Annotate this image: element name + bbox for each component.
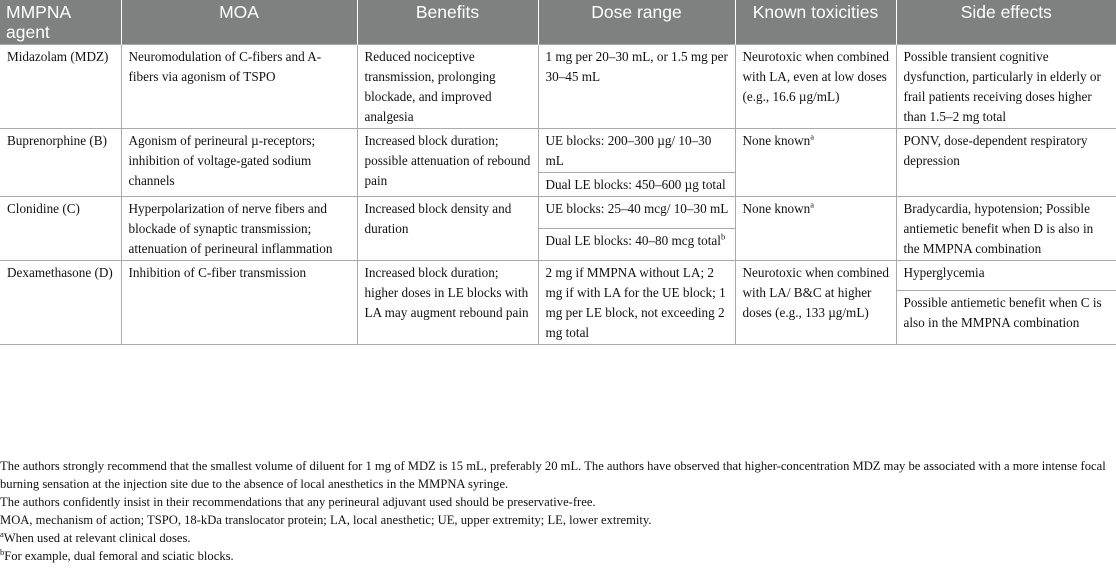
cell-dose-le <box>538 229 735 261</box>
cell-moa: Neuromodulation of C-fibers and A-fibers via agonism of TSPO <box>121 45 357 129</box>
cell-dose-ue: UE blocks: 25–40 mcg/ 10–30 mL <box>538 197 735 229</box>
cell-benefits: Reduced nociceptive transmission, prolonging blockade, and improved analgesia <box>357 45 538 129</box>
header-moa: MOA <box>121 0 357 45</box>
cell-dose-ue: UE blocks: 200–300 µg/ 10–30 mL <box>538 129 735 173</box>
note-preservative: The authors confidently insist in their recommendations that any perineural adjuvant used should be preservative-free. <box>0 495 596 509</box>
toxicity-text: None known <box>742 201 811 216</box>
footnote-b <box>0 547 1116 565</box>
footnote-b-text: For example, dual femoral and sciatic blocks. <box>4 549 234 563</box>
cell-benefits: Increased block duration; possible attenuation of rebound pain <box>357 129 538 197</box>
cell-moa: Hyperpolarization of nerve fibers and blockade of synaptic transmission; attenuation of perineural inflammation <box>121 197 357 261</box>
footnote-a-label: a <box>0 528 4 539</box>
footnote-a <box>0 529 1116 547</box>
footnote-b-marker: b <box>720 231 726 242</box>
cell-side-effects: PONV, dose-dependent respiratory depression <box>896 129 1116 197</box>
table-footnotes <box>0 457 1116 565</box>
table-row-dexamethasone <box>0 261 1116 291</box>
header-agent: MMPNA agent <box>0 0 121 45</box>
footnote-b-label: b <box>0 546 5 557</box>
header-dose-range: Dose range <box>538 0 735 45</box>
cell-toxicity: Neurotoxic when combined with LA/ B&C at higher doses (e.g., 133 µg/mL) <box>735 261 896 345</box>
cell-dose-le: Dual LE blocks: 450–600 µg total <box>538 173 735 197</box>
table-row-clonidine <box>0 197 1116 229</box>
table-row-midazolam <box>0 45 1116 129</box>
dose-le-text: Dual LE blocks: 40–80 mcg total <box>545 233 721 248</box>
cell-agent: Buprenorphine (B) <box>0 129 121 197</box>
cell-benefits: Increased block density and duration <box>357 197 538 261</box>
note-abbreviations: MOA, mechanism of action; TSPO, 18-kDa translocator protein; LA, local anesthetic; UE, upper extremity; LE, lower extremity. <box>0 513 652 527</box>
cell-agent: Clonidine (C) <box>0 197 121 261</box>
cell-toxicity <box>735 129 896 197</box>
cell-side-effects: Possible transient cognitive dysfunction, particularly in elderly or frail patients receiving doses higher than 1.5–2 mg total <box>896 45 1116 129</box>
cell-side-effects: Bradycardia, hypotension; Possible antiemetic benefit when D is also in the MMPNA combination <box>896 197 1116 261</box>
cell-side-effect-2: Possible antiemetic benefit when C is also in the MMPNA combination <box>896 290 1116 344</box>
cell-moa: Agonism of perineural µ-receptors; inhibition of voltage-gated sodium channels <box>121 129 357 197</box>
cell-moa: Inhibition of C-fiber transmission <box>121 261 357 345</box>
cell-toxicity: Neurotoxic when combined with LA, even at low doses (e.g., 16.6 µg/mL) <box>735 45 896 129</box>
header-benefits: Benefits <box>357 0 538 45</box>
note-diluent: The authors strongly recommend that the smallest volume of diluent for 1 mg of MDZ is 15 mL, preferably 20 mL. The authors have observed that higher-concentration MDZ may be associated with a more intense focal burning sensation at the injection site due to the absence of local anesthetics in the MMPNA syringe. <box>0 459 1106 491</box>
cell-agent: Midazolam (MDZ) <box>0 45 121 129</box>
cell-toxicity <box>735 197 896 261</box>
footnote-a-text: When used at relevant clinical doses. <box>3 531 191 545</box>
cell-benefits: Increased block duration; higher doses in LE blocks with LA may augment rebound pain <box>357 261 538 345</box>
toxicity-text: None known <box>742 133 811 148</box>
cell-agent: Dexamethasone (D) <box>0 261 121 345</box>
table-row-buprenorphine <box>0 129 1116 173</box>
header-side-effects: Side effects <box>896 0 1116 45</box>
footnote-a-marker: a <box>810 199 815 210</box>
header-toxicities: Known toxicities <box>735 0 896 45</box>
table-header-row <box>0 0 1116 45</box>
cell-dose: 2 mg if MMPNA without LA; 2 mg if with LA for the UE block; 1 mg per LE block, not exceeding 2 mg total <box>538 261 735 345</box>
cell-dose: 1 mg per 20–30 mL, or 1.5 mg per 30–45 mL <box>538 45 735 129</box>
footnote-a-marker: a <box>810 131 815 142</box>
cell-side-effect-1: Hyperglycemia <box>896 261 1116 291</box>
